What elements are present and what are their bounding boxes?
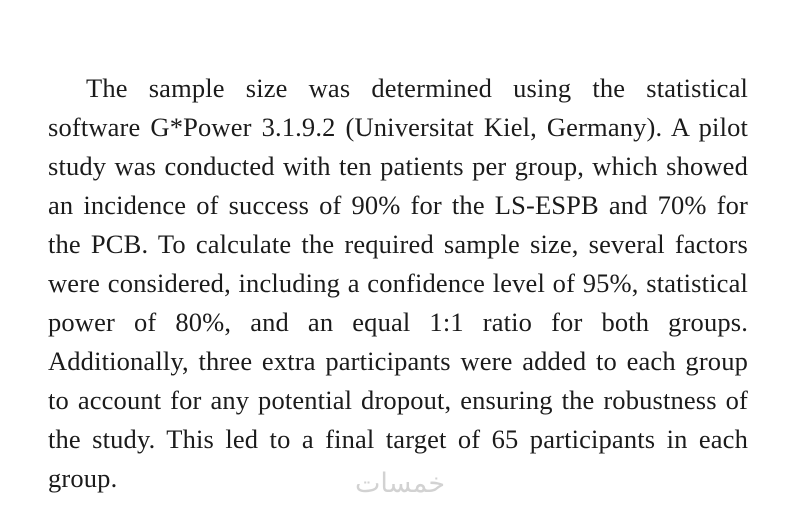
watermark-text: خمسات <box>354 468 446 499</box>
paragraph-sample-size: The sample size was determined using the statistical software G*Power 3.1.9.2 (Universitat Kiel, Germany). A pilot study was conducted with ten patients per group, which showed an incidence of success of 90% for the LS-ESPB and 70% for the PCB. To calculate the required sample size, several factors were considered, including a confidence level of 95%, statistical power of 80%, and an equal 1:1 ratio for both groups. Additionally, three extra participants were added to each group to account for any potential dropout, ensuring the robustness of the study. This led to a final target of 65 participants in each group. <box>48 72 748 493</box>
